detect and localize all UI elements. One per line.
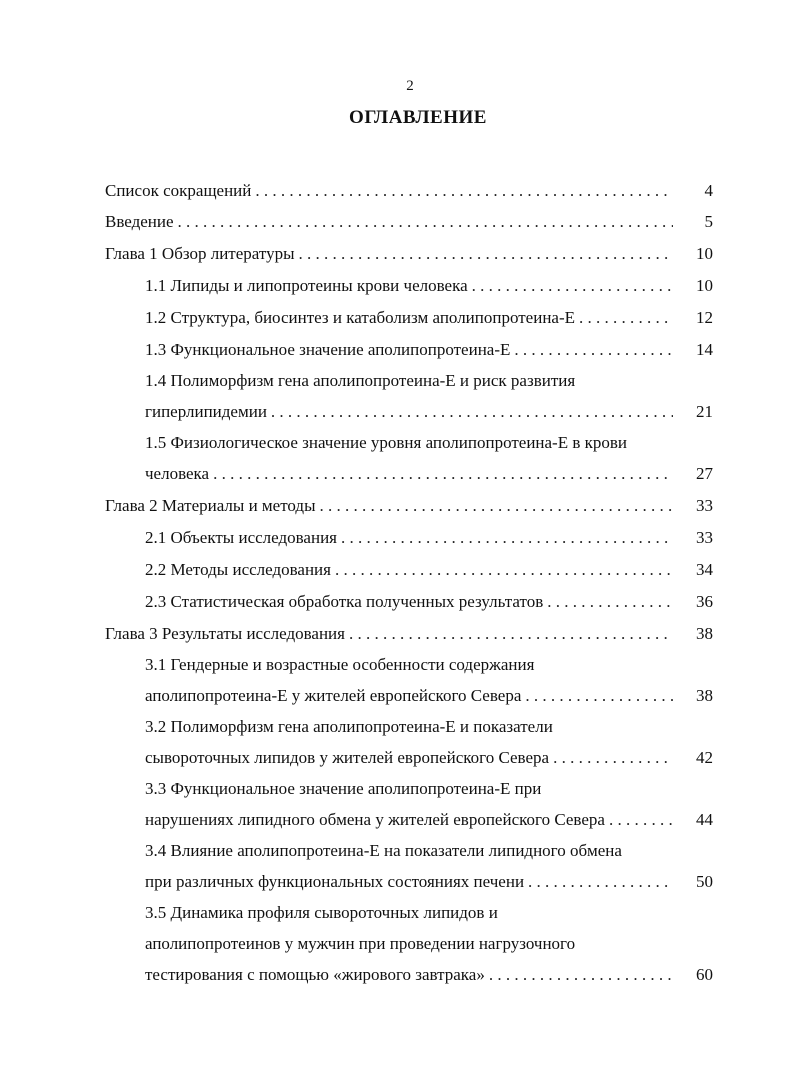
toc-entry-label: при различных функциональных состояниях печени (145, 872, 525, 891)
toc-leader-dots (341, 527, 673, 549)
toc-entry-page: 27 (696, 464, 713, 483)
toc-entry-page: 4 (704, 181, 713, 200)
toc-leader-dots (528, 871, 673, 893)
toc-entry-label: 1.2 Структура, биосинтез и катаболизм аполипопротеина-Е (145, 308, 576, 327)
toc-entry-label: Глава 1 Обзор литературы (105, 244, 295, 263)
page-title: ОГЛАВЛЕНИЕ (349, 107, 487, 128)
toc-entry-section-3-2-line-1[interactable]: 3.2 Полиморфизм гена аполипопротеина-Е и показатели (145, 717, 553, 736)
toc-entry-label: человека (145, 464, 210, 483)
toc-entry-section-1-5[interactable] (145, 463, 713, 485)
toc-entry-page: 10 (696, 276, 713, 295)
toc-entry-label: 2.1 Объекты исследования (145, 528, 337, 547)
toc-entry-section-1-4-line-1[interactable]: 1.4 Полиморфизм гена аполипопротеина-Е и риск развития (145, 371, 576, 390)
toc-entry-section-3-3[interactable] (145, 809, 713, 831)
toc-entry-section-3-4[interactable] (145, 871, 713, 893)
toc-entry-label: 1.3 Функциональное значение аполипопротеина-Е (145, 340, 511, 359)
toc-leader-dots (349, 623, 673, 645)
toc-entry-introduction[interactable] (105, 211, 713, 233)
toc-leader-dots (514, 339, 673, 361)
toc-entry-page: 42 (696, 748, 713, 767)
toc-leader-dots (609, 809, 673, 831)
toc-entry-label: гиперлипидемии (145, 402, 267, 421)
toc-entry-page: 21 (696, 402, 713, 421)
toc-entry-page: 36 (696, 592, 713, 611)
toc-entry-section-1-3[interactable] (145, 339, 713, 361)
toc-leader-dots (320, 495, 673, 517)
toc-leader-dots (547, 591, 673, 613)
toc-entry-label: 1.1 Липиды и липопротеины крови человека (145, 276, 468, 295)
toc-leader-dots (299, 243, 673, 265)
toc-entry-chapter-3[interactable] (105, 623, 713, 645)
toc-entry-label: 2.3 Статистическая обработка полученных результатов (145, 592, 544, 611)
toc-entry-page: 38 (696, 686, 713, 705)
toc-entry-section-1-4[interactable] (145, 401, 713, 423)
toc-entry-section-1-2[interactable] (145, 307, 713, 329)
toc-leader-dots (213, 463, 673, 485)
toc-entry-label: Глава 2 Материалы и методы (105, 496, 316, 515)
toc-leader-dots (335, 559, 673, 581)
toc-leader-dots (553, 747, 673, 769)
toc-entry-section-2-2[interactable] (145, 559, 713, 581)
toc-leader-dots (525, 685, 673, 707)
toc-entry-page: 50 (696, 872, 713, 891)
toc-entry-section-3-1[interactable] (145, 685, 713, 707)
toc-entry-page: 5 (704, 212, 713, 231)
toc-entry-label: нарушениях липидного обмена у жителей европейского Севера (145, 810, 605, 829)
toc-entry-abbreviations[interactable] (105, 180, 713, 202)
toc-leader-dots (178, 211, 673, 233)
toc-entry-page: 34 (696, 560, 713, 579)
page-number: 2 (406, 78, 414, 94)
toc-entry-page: 60 (696, 965, 713, 984)
toc-entry-section-1-1[interactable] (145, 275, 713, 297)
toc-entry-page: 44 (696, 810, 713, 829)
toc-leader-dots (579, 307, 673, 329)
toc-entry-section-3-5-line-2[interactable]: аполипопротеинов у мужчин при проведении нагрузочного (145, 934, 576, 953)
toc-entry-section-3-4-line-1[interactable]: 3.4 Влияние аполипопротеина-Е на показатели липидного обмена (145, 841, 622, 860)
toc-entry-section-1-5-line-1[interactable]: 1.5 Физиологическое значение уровня аполипопротеина-Е в крови (145, 433, 628, 452)
toc-entry-label: Список сокращений (105, 181, 252, 200)
toc-leader-dots (472, 275, 673, 297)
toc-entry-page: 38 (696, 624, 713, 643)
toc-entry-label: Глава 3 Результаты исследования (105, 624, 345, 643)
toc-entry-page: 12 (696, 308, 713, 327)
toc-entry-section-2-1[interactable] (145, 527, 713, 549)
toc-entry-section-2-3[interactable] (145, 591, 713, 613)
toc-leader-dots (489, 964, 673, 986)
toc-entry-label: сывороточных липидов у жителей европейского Севера (145, 748, 550, 767)
toc-entry-section-3-2[interactable] (145, 747, 713, 769)
toc-leader-dots (271, 401, 673, 423)
toc-entry-section-3-1-line-1[interactable]: 3.1 Гендерные и возрастные особенности содержания (145, 655, 535, 674)
toc-entry-section-3-5[interactable] (145, 964, 713, 986)
toc-entry-page: 33 (696, 528, 713, 547)
toc-entry-label: Введение (105, 212, 174, 231)
toc-entry-label: тестирования с помощью «жирового завтрака» (145, 965, 485, 984)
toc-entry-section-3-5-line-1[interactable]: 3.5 Динамика профиля сывороточных липидов и (145, 903, 498, 922)
toc-entry-chapter-2[interactable] (105, 495, 713, 517)
toc-entry-page: 10 (696, 244, 713, 263)
toc-entry-chapter-1[interactable] (105, 243, 713, 265)
toc-entry-label: 2.2 Методы исследования (145, 560, 331, 579)
toc-entry-label: аполипопротеина-Е у жителей европейского Севера (145, 686, 522, 705)
toc-leader-dots (255, 180, 673, 202)
toc-entry-page: 14 (696, 340, 713, 359)
toc-entry-section-3-3-line-1[interactable]: 3.3 Функциональное значение аполипопротеина-Е при (145, 779, 542, 798)
toc-entry-page: 33 (696, 496, 713, 515)
